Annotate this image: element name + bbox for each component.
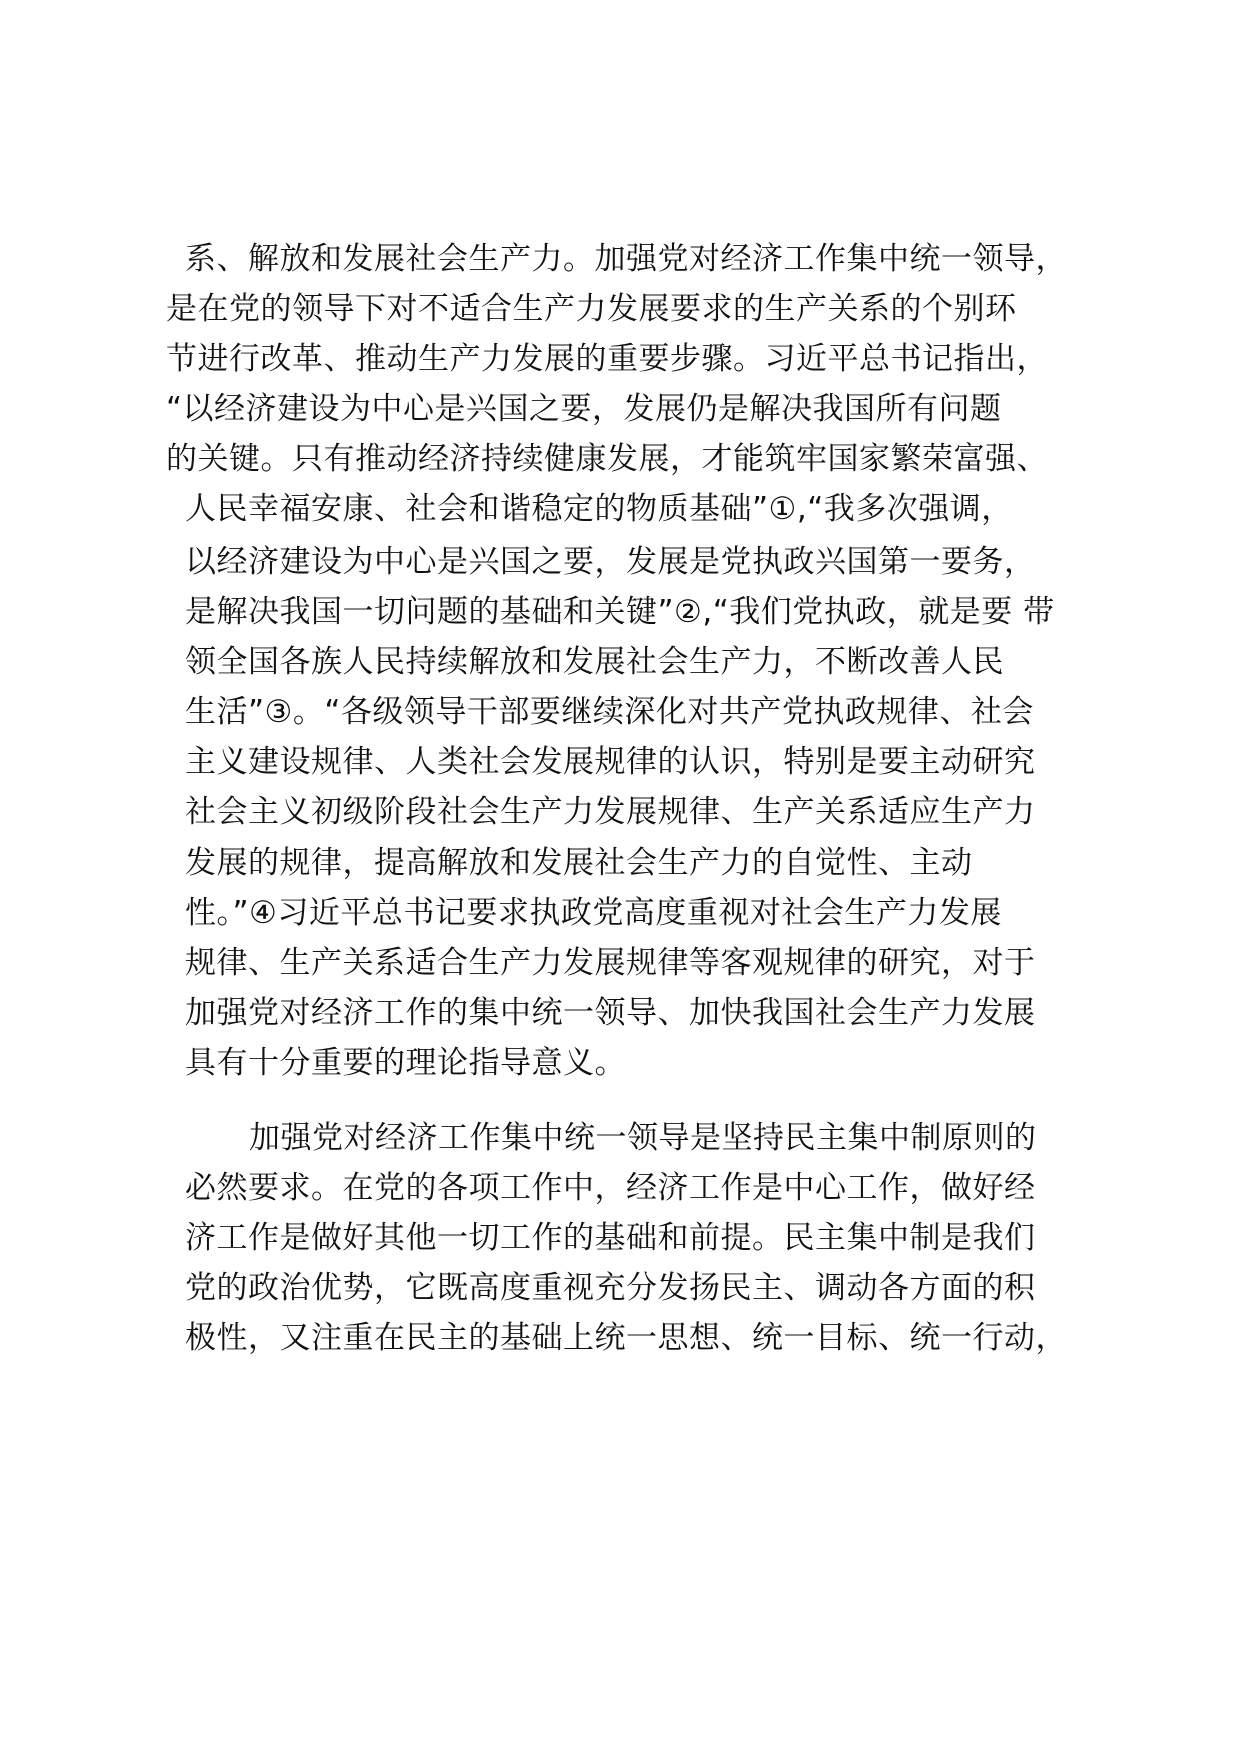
text-line: 以经济建设为中心是兴国之要，发展是党执政兴国第一要务，	[185, 544, 1036, 580]
paragraph-first-line: 加强党对经济工作集中统一领导是坚持民主集中制原则的	[249, 1120, 1037, 1156]
text-line: 的关键。只有推动经济持续健康发展，才能筑牢国家繁荣富强、	[166, 441, 1048, 477]
text-line: 生活”③。“各级领导干部要继续深化对共产党执政规律、社会	[185, 694, 1034, 730]
text-line: 是解决我国一切问题的基础和关键”②,“我们党执政，就是要 带	[185, 594, 1055, 630]
text-line: 主义建设规律、人类社会发展规律的认识，特别是要主动研究	[185, 744, 1036, 780]
text-line: 必然要求。在党的各项工作中，经济工作是中心工作，做好经	[185, 1170, 1036, 1206]
text-line: 发展的规律，提高解放和发展社会生产力的自觉性、主动	[185, 845, 973, 881]
text-line: 党的政治优势，它既高度重视充分发扬民主、调动各方面的积	[185, 1270, 1036, 1306]
text-line: 是在党的领导下对不适合生产力发展要求的生产关系的个别环	[166, 291, 1017, 327]
text-line: 系、解放和发展社会生产力。加强党对经济工作集中统一领导，	[185, 241, 1067, 277]
text-line: 性。”④习近平总书记要求执政党高度重视对社会生产力发展	[185, 895, 1002, 931]
text-line: 加强党对经济工作的集中统一领导、加快我国社会生产力发展	[185, 995, 1036, 1031]
text-line: 社会主义初级阶段社会生产力发展规律、生产关系适应生产力	[185, 794, 1036, 830]
text-line: 领全国各族人民持续解放和发展社会生产力，不断改善人民	[185, 644, 1004, 680]
text-line: 节进行改革、推动生产力发展的重要步骤。习近平总书记指出，	[166, 341, 1048, 377]
text-line: 具有十分重要的理论指导意义。	[185, 1045, 626, 1081]
text-line: 人民幸福安康、社会和谐稳定的物质基础”①,“我多次强调，	[185, 491, 1013, 527]
text-line: 规律、生产关系适合生产力发展规律等客观规律的研究，对于	[185, 945, 1036, 981]
text-line: 极性，又注重在民主的基础上统一思想、统一目标、统一行动，	[185, 1320, 1067, 1356]
text-line: 济工作是做好其他一切工作的基础和前提。民主集中制是我们	[185, 1220, 1036, 1256]
text-line: “以经济建设为中心是兴国之要，发展仍是解决我国所有问题	[166, 391, 1002, 427]
